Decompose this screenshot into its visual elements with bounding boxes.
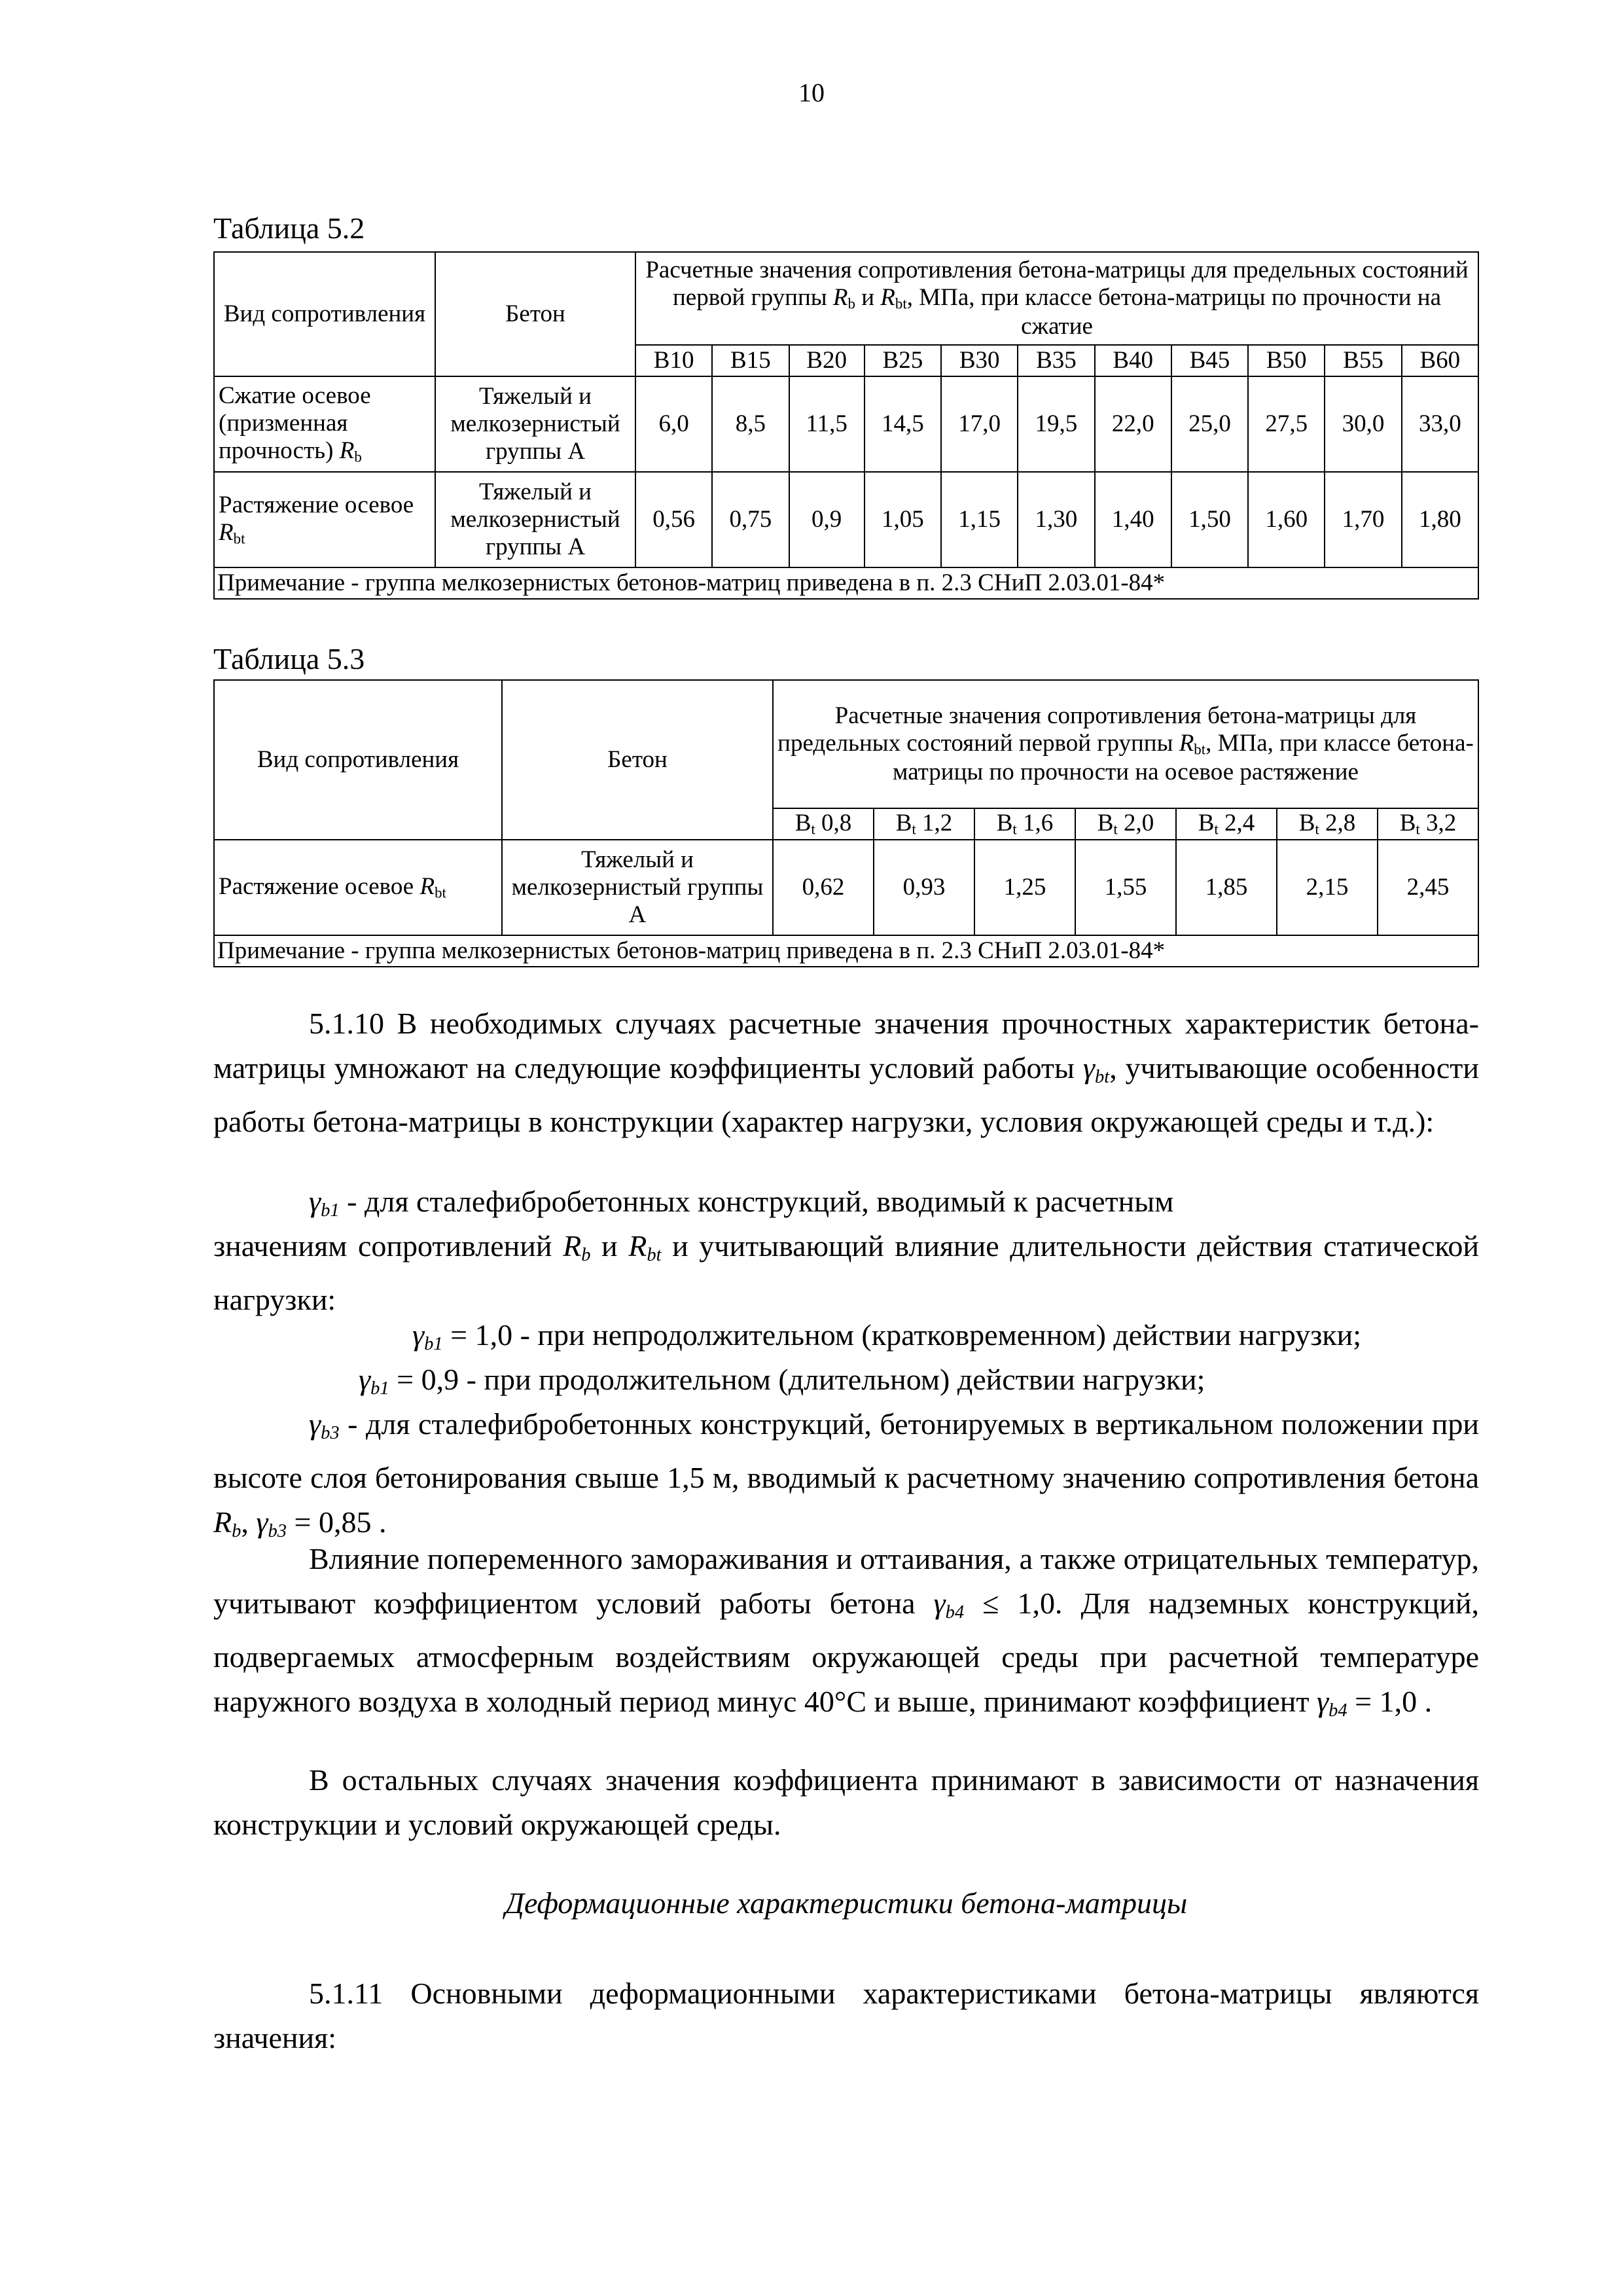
paragraph-5-1-10: 5.1.10 В необходимых случаях расчетные значения прочностных характеристик бетона-матрицы умножают на следующие коэффициенты условий работы $\gamma_{bt}$, учитывающие особенности работы бетона-матрицы в конструкции (характер нагрузки, условия окружающей среды и т.д.): bbox=[213, 1007, 1480, 1139]
table-5-2-caption: Таблица 5.2 bbox=[213, 211, 365, 245]
table-cell: 1,05 bbox=[865, 472, 941, 567]
table-cell: 1,50 bbox=[1171, 472, 1248, 567]
table-5-2-class: B25 bbox=[865, 345, 941, 376]
table-cell: 27,5 bbox=[1248, 376, 1325, 472]
table-5-3-class: $B_t$ 0,8 bbox=[773, 808, 874, 840]
table-row bbox=[214, 376, 1478, 472]
table-5-3-head-beton: Бетон bbox=[502, 680, 773, 840]
table-cell: 1,15 bbox=[941, 472, 1018, 567]
table-cell: 19,5 bbox=[1018, 376, 1094, 472]
table-cell: 0,9 bbox=[789, 472, 865, 567]
table-5-2-class: B40 bbox=[1095, 345, 1171, 376]
table-cell: 22,0 bbox=[1095, 376, 1171, 472]
table-5-2-class: B30 bbox=[941, 345, 1018, 376]
table-5-3 bbox=[213, 679, 1479, 967]
paragraph-5-1-11: 5.1.11 Основными деформационными характеристиками бетона-матрицы являются значения: bbox=[213, 1977, 1479, 2054]
table-5-2-class: B50 bbox=[1248, 345, 1325, 376]
table-cell: 8,5 bbox=[712, 376, 789, 472]
paragraph-resistances: значениям сопротивлений $R_b$ и $R_{bt}$ и учитывающий влияние длительности действия статической нагрузки: bbox=[213, 1229, 1479, 1317]
table-5-3-head-vid: Вид сопротивления bbox=[214, 680, 502, 840]
table-row bbox=[214, 472, 1478, 567]
table-5-2-head-beton: Бетон bbox=[435, 252, 635, 376]
formula-gamma-b1-short: $\gamma_{b1} = 1,0$ - при непродолжительном (кратковременном) действии нагрузки; bbox=[412, 1318, 1362, 1355]
table-5-3-class: $B_t$ 1,6 bbox=[974, 808, 1075, 840]
table-5-3-class: $B_t$ 2,0 bbox=[1075, 808, 1176, 840]
table-cell: 33,0 bbox=[1402, 376, 1478, 472]
table-cell: 1,30 bbox=[1018, 472, 1094, 567]
table-5-2-class: B60 bbox=[1402, 345, 1478, 376]
table-5-2-row-vid: Сжатие осевое (призменная прочность) $R_b$ bbox=[214, 376, 435, 472]
table-cell: 6,0 bbox=[635, 376, 712, 472]
table-5-3-class: $B_t$ 3,2 bbox=[1378, 808, 1478, 840]
table-cell: 2,45 bbox=[1378, 840, 1478, 935]
table-cell: 1,80 bbox=[1402, 472, 1478, 567]
paragraph-gamma-b3: $\gamma_{b3}$ - для сталефибробетонных конструкций, бетонируемых в вертикальном положении при высоте слоя бетонирования свыше 1,5 м, вводимый к расчетному значению сопротивления бетона $R_b$, $\gamma_{b3} = 0,85$ . bbox=[213, 1407, 1479, 1542]
table-cell: 0,56 bbox=[635, 472, 712, 567]
table-5-2-class: B35 bbox=[1018, 345, 1094, 376]
table-5-3-class: $B_t$ 2,4 bbox=[1176, 808, 1277, 840]
table-5-2-class: B10 bbox=[635, 345, 712, 376]
table-5-2-class: B55 bbox=[1325, 345, 1401, 376]
table-5-2-class: B45 bbox=[1171, 345, 1248, 376]
table-cell: 0,62 bbox=[773, 840, 874, 935]
paragraph-gamma-b1: $\gamma_{b1}$ - для сталефибробетонных конструкций, вводимый к расчетным bbox=[309, 1185, 1174, 1221]
table-5-2-class: B20 bbox=[789, 345, 865, 376]
table-5-3-row-beton: Тяжелый и мелкозернистый группы А bbox=[502, 840, 773, 935]
table-cell: 11,5 bbox=[789, 376, 865, 472]
table-cell: 17,0 bbox=[941, 376, 1018, 472]
table-5-3-class: $B_t$ 1,2 bbox=[874, 808, 974, 840]
table-cell: 30,0 bbox=[1325, 376, 1401, 472]
table-5-3-row-vid: Растяжение осевое $R_{bt}$ bbox=[214, 840, 502, 935]
table-5-2-row-vid: Растяжение осевое $R_{bt}$ bbox=[214, 472, 435, 567]
table-cell: 1,70 bbox=[1325, 472, 1401, 567]
table-5-2-row-beton: Тяжелый и мелкозернистый группы А bbox=[435, 472, 635, 567]
paragraph-freeze-thaw: Влияние попеременного замораживания и оттаивания, а также отрицательных температур, учитывают коэффициентом условий работы бетона $\gamma_{b4} \le 1,0$. Для надземных конструкций, подвергаемых атмосферным воздействиям окружающей среды при расчетной температуре наружного воздуха в холодный период минус 40°С и выше, принимают коэффициент $\gamma_{b4} = 1,0$ . bbox=[213, 1542, 1479, 1721]
table-5-2 bbox=[213, 251, 1479, 600]
table-cell: 14,5 bbox=[865, 376, 941, 472]
table-5-3-note: Примечание - группа мелкозернистых бетонов-матриц приведена в п. 2.3 СНиП 2.03.01-84* bbox=[214, 935, 1478, 967]
formula-gamma-b1-long: $\gamma_{b1} = 0,9$ - при продолжительном (длительном) действии нагрузки; bbox=[359, 1363, 1205, 1399]
table-cell: 1,60 bbox=[1248, 472, 1325, 567]
page-number: 10 bbox=[798, 78, 825, 107]
table-row bbox=[214, 840, 1478, 935]
table-cell: 25,0 bbox=[1171, 376, 1248, 472]
table-cell: 0,75 bbox=[712, 472, 789, 567]
table-5-3-class: $B_t$ 2,8 bbox=[1277, 808, 1378, 840]
table-cell: 1,25 bbox=[974, 840, 1075, 935]
table-5-2-note: Примечание - группа мелкозернистых бетонов-матриц приведена в п. 2.3 СНиП 2.03.01-84* bbox=[214, 567, 1478, 599]
table-5-2-row-beton: Тяжелый и мелкозернистый группы А bbox=[435, 376, 635, 472]
table-5-2-head-main: Расчетные значения сопротивления бетона-матрицы для предельных состояний первой группы $R_b$ и $R_{bt}$, МПа, при классе бетона-матрицы по прочности на сжатие bbox=[635, 252, 1478, 345]
table-cell: 1,55 bbox=[1075, 840, 1176, 935]
paragraph-other-cases: В остальных случаях значения коэффициента принимают в зависимости от назначения конструкции и условий окружающей среды. bbox=[213, 1763, 1479, 1841]
table-cell: 1,85 bbox=[1176, 840, 1277, 935]
table-cell: 1,40 bbox=[1095, 472, 1171, 567]
table-cell: 0,93 bbox=[874, 840, 974, 935]
section-heading: Деформационные характеристики бетона-матрицы bbox=[505, 1886, 1188, 1920]
table-5-2-class: B15 bbox=[712, 345, 789, 376]
table-cell: 2,15 bbox=[1277, 840, 1378, 935]
table-5-3-caption: Таблица 5.3 bbox=[213, 642, 365, 675]
table-5-3-head-main: Расчетные значения сопротивления бетона-матрицы для предельных состояний первой группы $R_{bt}$, МПа, при классе бетона-матрицы по прочности на осевое растяжение bbox=[773, 680, 1478, 808]
table-5-2-head-vid: Вид сопротивления bbox=[214, 252, 435, 376]
